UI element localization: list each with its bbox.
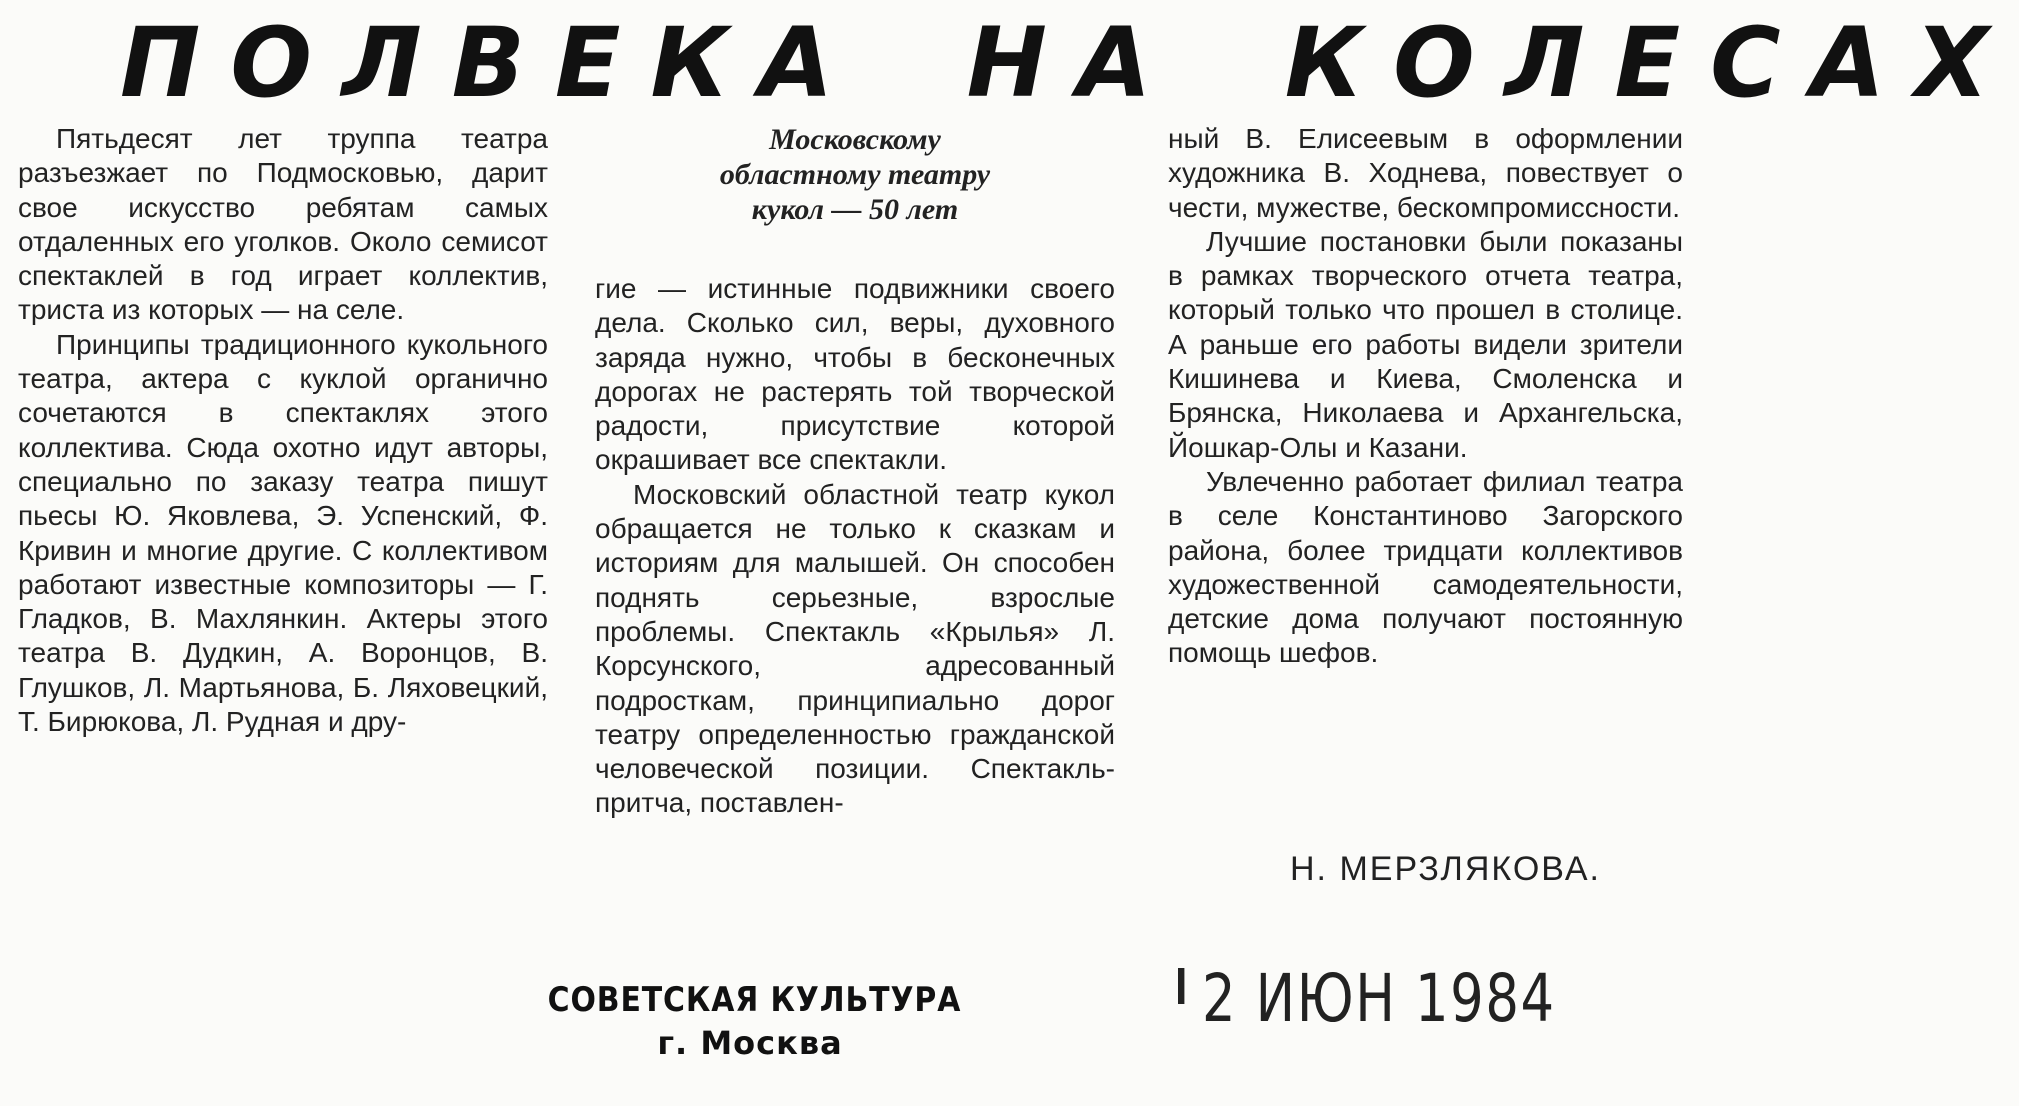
subheading-line: областному театру xyxy=(719,158,991,191)
subheading xyxy=(595,122,1115,227)
article-column-3 xyxy=(1168,122,1683,671)
paragraph: Увлеченно работает филиал театра в селе Константиново Загорского района, более тридцати коллективов художественной самодеятельности, детские дома получают постоянную помощь шефов. xyxy=(1168,465,1683,669)
paragraph: гие — истинные подвижники своего дела. Сколько сил, веры, духовного заряда нужно, чтобы в бесконечных дорогах не растерять той творческой радости, присутствие которой окрашивает все спектакли. xyxy=(595,273,1115,476)
subheading-line: Московскому xyxy=(769,123,941,156)
source-stamp xyxy=(520,980,980,1062)
source-stamp-name: СОВЕТСКАЯ КУЛЬТУРА xyxy=(547,980,962,1020)
paragraph: ный В. Елисеевым в оформлении художника В. Ходнева, повествует о чести, мужестве, бескомпромиссности. xyxy=(1168,123,1683,223)
paragraph: Принципы традиционного кукольного театра, актера с куклой органично сочетаются в спектаклях этого коллектива. Сюда охотно идут авторы, специально по заказу театра пишут пьесы Ю. Яковлева, Э. Успенский, Ф. Кривин и многие другие. С коллективом работают известные композиторы — Г. Гладков, В. Махлянкин. Актеры этого театра В. Дудкин, А. Воронцов, В. Глушков, Л. Мартьянова, Б. Ляховецкий, Т. Бирюкова, Л. Рудная и дру- xyxy=(18,328,548,738)
article-column-2 xyxy=(595,272,1115,821)
date-stamp-text: 2 ИЮН 1984 xyxy=(1202,960,1556,1037)
article-column-1 xyxy=(18,122,548,739)
author-signature: Н. МЕРЗЛЯКОВА. xyxy=(1290,850,1601,888)
paragraph: Лучшие постановки были показаны в рамках творческого отчета театра, который только что прошел в столице. А раньше его работы видели зрители Кишинева и Киева, Смоленска и Брянска, Николаева и Архангельска, Йошкар-Олы и Казани. xyxy=(1168,225,1683,463)
paragraph: Пятьдесят лет труппа театра разъезжает по Подмосковью, дарит свое искусство ребятам самых отдаленных его уголков. Около семисот спектаклей в год играет коллектив, триста из которых — на селе. xyxy=(18,123,548,326)
subheading-line: кукол — 50 лет xyxy=(751,193,959,226)
headline: ПОЛВЕКА НА КОЛЕСАХ xyxy=(120,7,2019,119)
paragraph: Московский областной театр кукол обращается не только к сказкам и историям для малышей. Он способен поднять серьезные, взрослые проблемы. Спектакль «Крылья» Л. Корсунского, адресованный подросткам, принципиально дорог театру определенностью гражданской человеческой позиции. Спектакль-притча, поставлен- xyxy=(595,478,1115,819)
date-stamp xyxy=(1178,960,1556,1037)
source-stamp-city: г. Москва xyxy=(657,1024,843,1062)
stamp-mark-icon xyxy=(1178,968,1184,1004)
